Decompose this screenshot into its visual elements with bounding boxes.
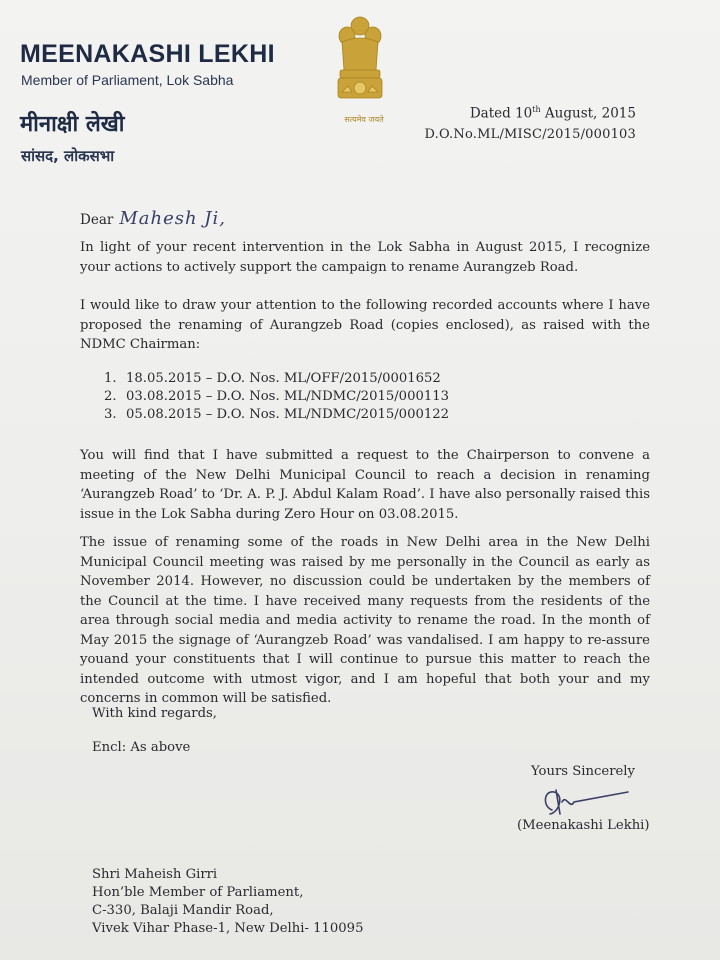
body-paragraph-4: The issue of renaming some of the roads in New Delhi area in the New Delhi Municipal Council meeting was raised by me personally in the Council as early as November 2014. However, no discussion could be undertaken by the members of the Council at the time. I have received many requests from the residents of the area through social media and media activity to rename the road. In the month of May 2015 the signage of ‘Aurangzeb Road’ was vandalised. I am happy to re-assure youand your constituents that I will continue to pursue this matter to reach the intended outcome with utmost vigor, and I am hopeful that both your and my concerns in common will be satisfied. — [80, 535, 650, 706]
letterhead-title-hindi: सांसद, लोकसभा — [21, 147, 115, 165]
address-line-4: Vivek Vihar Phase-1, New Delhi- 110095 — [92, 921, 364, 936]
closing-regards: With kind regards, — [92, 706, 217, 721]
list-item-number: 3. — [104, 407, 117, 422]
salutation — [80, 208, 226, 229]
signer-name: (Meenakashi Lekhi) — [517, 818, 650, 833]
body-paragraph-2: I would like to draw your attention to the following recorded accounts where I have proposed the renaming of Aurangzeb Road (copies enclosed), as raised with the NDMC Chairman: — [80, 298, 650, 352]
letterhead-name-hindi: मीनाक्षी लेखी — [20, 112, 125, 137]
list-item-number: 1. — [104, 371, 117, 386]
list-item-number: 2. — [104, 389, 117, 404]
reference-number: D.O.No.ML/MISC/2015/000103 — [424, 127, 636, 142]
emblem-motto: सत्यमेव जयते — [344, 115, 384, 124]
body-paragraph-3: You will find that I have submitted a request to the Chairperson to convene a meeting of the New Delhi Municipal Council to reach a decision in renaming ‘Aurangzeb Road’ to ‘Dr. A. P. J. Abdul Kalam Road’. I have also personally raised this issue in the Lok Sabha during Zero Hour on 03.08.2015. — [80, 448, 650, 522]
national-emblem-icon — [330, 14, 390, 114]
date-suffix: August, 2015 — [540, 105, 636, 122]
letterhead-title: Member of Parliament, Lok Sabha — [21, 72, 234, 88]
address-line-2: Hon’ble Member of Parliament, — [92, 885, 304, 900]
list-item-text: 05.08.2015 – D.O. Nos. ML/NDMC/2015/000122 — [126, 407, 450, 422]
list-item — [104, 388, 449, 406]
date-prefix: Dated 10 — [469, 105, 533, 122]
enclosure-note: Encl: As above — [92, 740, 191, 755]
letter-date — [470, 105, 636, 122]
address-line-3: C-330, Balaji Mandir Road, — [92, 903, 274, 918]
address-line-1: Shri Maheish Girri — [92, 867, 218, 882]
letterhead-name: MEENAKASHI LEKHI — [20, 40, 275, 68]
salutation-dear: Dear — [80, 212, 114, 228]
list-item — [104, 370, 449, 388]
reference-list — [104, 370, 449, 424]
date-ordinal: th — [532, 105, 541, 114]
handwritten-addressee: Mahesh Ji, — [119, 208, 226, 229]
body-paragraph-1: In light of your recent intervention in the Lok Sabha in August 2015, I recognize your actions to actively support the campaign to rename Aurangzeb Road. — [80, 240, 650, 275]
closing-yours: Yours Sincerely — [531, 764, 635, 779]
list-item-text: 03.08.2015 – D.O. Nos. ML/NDMC/2015/000113 — [126, 389, 450, 404]
list-item — [104, 406, 449, 424]
list-item-text: 18.05.2015 – D.O. Nos. ML/OFF/2015/0001652 — [126, 371, 441, 386]
